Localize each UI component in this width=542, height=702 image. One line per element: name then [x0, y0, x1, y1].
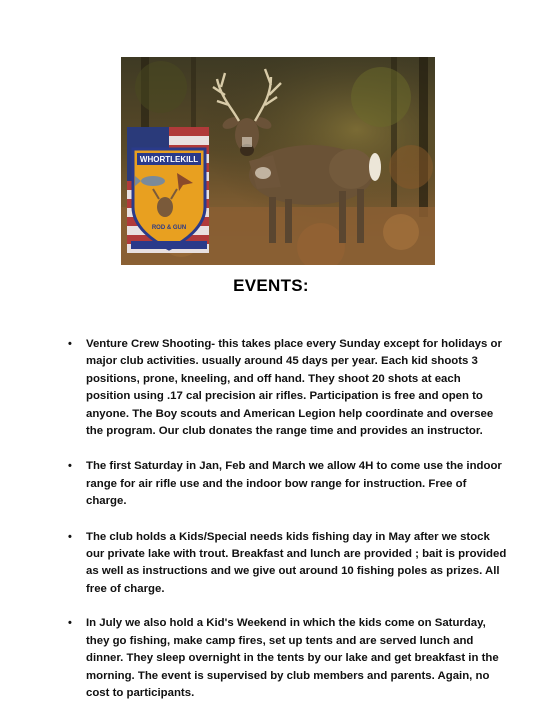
emblem-top-text: WHORTLEKILL [139, 155, 199, 164]
page-title: EVENTS: [233, 276, 309, 295]
emblem-bottom-text: ROD & GUN [151, 225, 187, 231]
banner-image [121, 57, 435, 265]
list-item: • In July we also hold a Kid's Weekend in which the kids come on Saturday, they go fishing, make camp fires, set up tents and are served lunch and dinner. They sleep overnight in the tents by our lake and get breakfast in the morning. The event is supervised by club members and parents. Again, no cost to participants. [68, 615, 508, 702]
club-emblem [127, 127, 209, 253]
list-item: • The first Saturday in Jan, Feb and March we allow 4H to come use the indoor range for air rifle use and the indoor bow range for instruction. Free of charge. [68, 458, 508, 510]
events-list [68, 336, 508, 702]
list-item: • The club holds a Kids/Special needs kids fishing day in May after we stock our private lake with trout. Breakfast and lunch are provided ; bait is provided as well as instructions and we give out around 10 fishing poles as prizes. All free of charge. [68, 529, 508, 599]
deer-photo [121, 57, 435, 265]
list-item: • Venture Crew Shooting- this takes place every Sunday except for holidays or major club activities. usually around 45 days per year. Each kid shoots 3 positions, prone, kneeling, and off hand. They shoot 20 shots at each position using .17 cal precision air rifles. Participation is free and open to anyone. The Boy scouts and American Legion help coordinate and oversee the program. Our club donates the range time and provides an instructor. [68, 336, 508, 440]
